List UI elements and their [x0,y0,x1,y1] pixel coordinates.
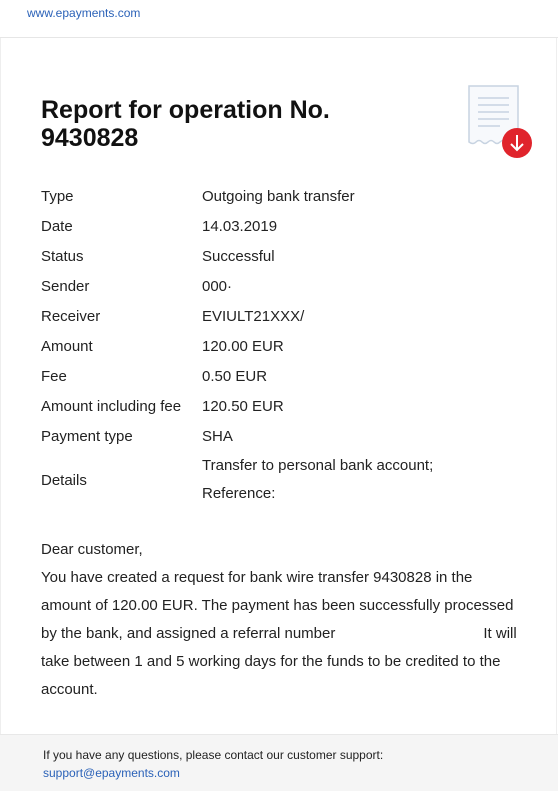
row-value: Outgoing bank transfer [202,188,355,205]
footer-text: If you have any questions, please contact our customer support: [43,748,384,762]
row-label: Amount including fee [41,398,182,415]
row-value: EVIULT21XXX/ [202,308,305,325]
footer [0,734,558,791]
row-value: 120.50 EUR [202,398,284,415]
receipt-download-icon [466,84,532,162]
row-label: Receiver [41,308,101,325]
row-label: Payment type [41,428,133,445]
message-body [41,564,521,704]
message-body-text: You have created a request for bank wire transfer 9430828 in the amount of 120.00 EUR. The payment has been successfully processed by the bank, and assigned a referral number [41,569,514,642]
row-value: 120.00 EUR [202,338,284,355]
row-label: Type [41,188,74,205]
row-value: Successful [202,248,275,265]
row-label: Details [41,472,87,489]
message-greeting: Dear customer, [41,541,143,558]
details-line-2: Reference: [202,485,276,502]
site-link[interactable]: www.epayments.com [27,6,141,20]
row-label: Amount [41,338,93,355]
customer-message [41,536,521,704]
support-email-link[interactable]: support@epayments.com [43,766,180,780]
row-value: SHA [202,428,233,445]
report-title: Report for operation No. 9430828 [41,96,330,152]
row-label: Date [41,218,73,235]
row-label: Sender [41,278,90,295]
row-value: 14.03.2019 [202,218,278,235]
details-line-1: Transfer to personal bank account; [202,457,434,474]
row-value: 000· [202,278,233,295]
row-label: Status [41,248,84,265]
row-value: 0.50 EUR [202,368,268,385]
row-label: Fee [41,368,67,385]
top-bar [0,0,558,38]
message-body-text-2: It will take between 1 and 5 working days for the funds to be credited to the account. [41,625,517,698]
